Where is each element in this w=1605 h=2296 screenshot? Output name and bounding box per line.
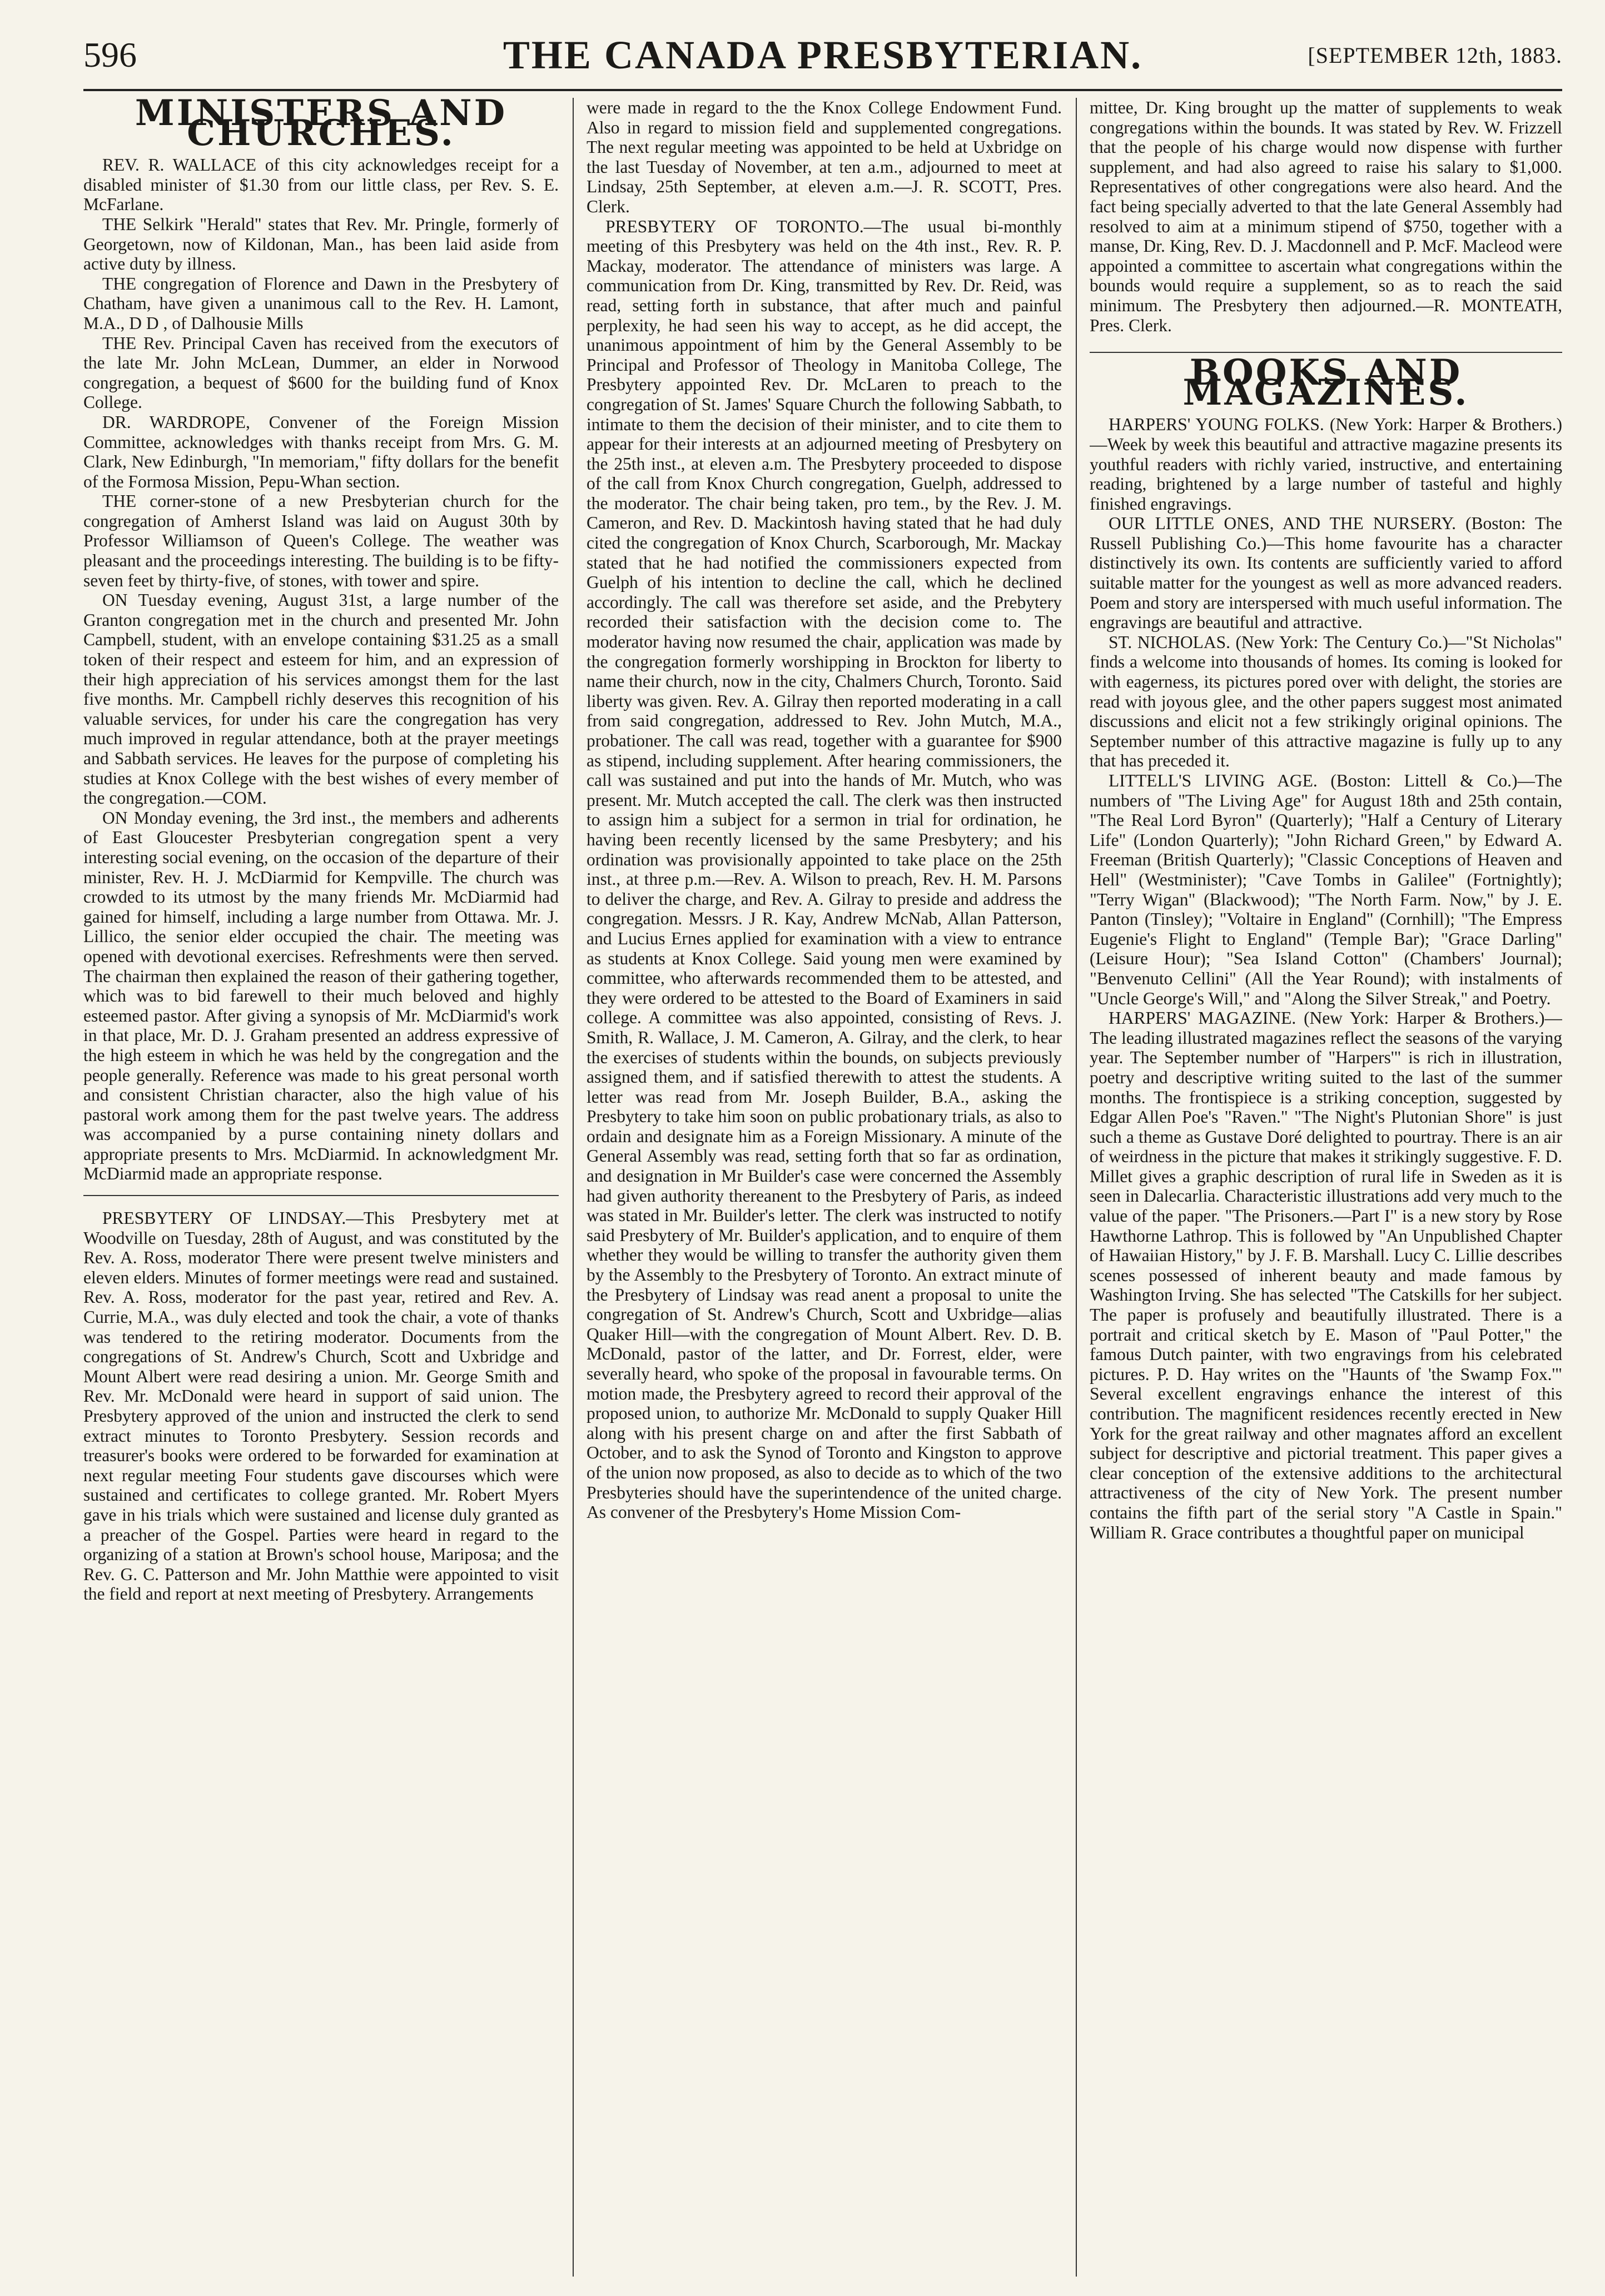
book-review: HARPERS' YOUNG FOLKS. (New York: Harper & Brothers.)—Week by week this beautiful and attractive magazine presents its youthful readers with richly varied, instructive, and entertaining reading, brightened by a large number of tasteful and highly finished engravings. — [1090, 415, 1562, 514]
presbytery-report: PRESBYTERY OF LINDSAY.—This Presbytery met at Woodville on Tuesday, 28th of August, and was constituted by the Rev. A. Ross, moderator There were present twelve ministers and eleven elders. Minutes of former meetings were read and sustained. Rev. A. Ross, moderator for the past year, retired and Rev. A. Currie, M.A., was duly elected and took the chair, a vote of thanks was tendered to the retiring moderator. Documents from the congregations of St. Andrew's Church, Scott and Uxbridge and Mount Albert were read desiring a union. Mr. George Smith and Rev. Mr. McDonald were heard in support of said union. The Presbytery approved of the union and instructed the clerk to send extract minutes to Toronto Presbytery. Session records and treasurer's books were ordered to be forwarded for examination at next regular meeting Four students gave discourses which were sustained and certificates to college granted. Mr. Robert Myers gave in his trials which were sustained and license duly granted as a preacher of the Gospel. Parties were heard in regard to the organizing of a station at Brown's school house, Mariposa; and the Rev. G. C. Patterson and Mr. John Matthie were appointed to visit the field and report at next meeting of Presbytery. Arrangements — [83, 1208, 559, 1604]
news-item: THE congregation of Florence and Dawn in the Presbytery of Chatham, have given a unanimous call to the Rev. H. Lamont, M.A., D D , of Dalhousie Mills — [83, 273, 559, 333]
column-ministers-churches — [83, 98, 559, 2277]
news-item: REV. R. WALLACE of this city acknowledges receipt for a disabled minister of $1.30 from our little class, per Rev. S. E. McFarlane. — [83, 155, 559, 215]
presbytery-report: PRESBYTERY OF TORONTO.—The usual bi-monthly meeting of this Presbytery was held on the 4th inst., Rev. R. P. Mackay, moderator. The attendance of ministers was large. A communication from Dr. King, transmitted by Rev. Dr. Reid, was read, setting forth in substance, that after much and painful perplexity, he had seen his way to accept, as he did accept, the unanimous appointment of him by the General Assembly to be Principal and Professor of Theology in Manitoba College, The Presbytery appointed Rev. Dr. McLaren to preach to the congregation of St. James' Square Church the following Sabbath, to intimate to them the decision of their minister, and to cite them to appear for their interests at an adjourned meeting of Presbytery on the 25th inst., at eleven a.m. The Presbytery proceeded to dispose of the call from Knox Church congregation, Guelph, addressed to the moderator. The chair being taken, pro tem., by the Rev. J. M. Cameron, and Rev. D. Mackintosh having stated that he had duly cited the congregation of Knox Church, Scarborough, Mr. Mackay stated that he had notified the commissioners expected from Guelph of his intention to decline the call, which he declined accordingly. The call was therefore set aside, and the Prebytery recorded their satisfaction with the decision come to. The moderator having now resumed the chair, application was made by the congregation formerly worshipping in Brockton for liberty to name their church, now in the city, Chalmers Church, Toronto. Said liberty was given. Rev. A. Gilray then reported moderating in a call from said congregation, addressed to Rev. John Mutch, M.A., probationer. The call was read, together with a guarantee for $900 as stipend, including supplement. After hearing commissioners, the call was sustained and put into the hands of Mr. Mutch, who was present. Mr. Mutch accepted the call. The clerk was then instructed to assign him a subject for a sermon in trial for ordination, he having been recently licensed by the same Presbytery; and his ordination was provisionally appointed to take place on the 25th inst., at three p.m.—Rev. A. Wilson to preach, Rev. H. M. Parsons to deliver the charge, and Rev. A. Gilray to preside and address the congregation. Messrs. J R. Kay, Andrew McNab, Allan Patterson, and Lucius Ernes applied for examination with a view to entrance as students at Knox College. Said young men were examined by committee, who afterwards recommended them to be attested, and they were ordered to be attested to the Board of Examiners in said college. A committee was also appointed, consisting of Revs. J. Smith, R. Wallace, J. M. Cameron, A. Gilray, and the clerk, to hear the exercises of students within the bounds, on subjects previously assigned them, and if satisfied therewith to attest the students. A letter was read from Mr. Joseph Builder, B.A., asking the Presbytery to take him soon on public probationary trials, as also to ordain and designate him as a Foreign Missionary. A minute of the General Assembly was read, setting forth that so far as ordination, and designation in Mr Builder's case were concerned the Assembly had given authority thereanent to the Presbytery of Paris, as indeed was stated in Mr. Builder's letter. The clerk was instructed to notify said Presbytery of Mr. Builder's application, and to enquire of them whether they would be willing to transfer the authority given them by the Assembly to the Presbytery of Toronto. An extract minute of the Presbytery of Lindsay was read anent a proposal to unite the congregation of St. Andrew's Church, Scott and Uxbridge—alias Quaker Hill—with the congregation of Mount Albert. Rev. D. B. McDonald, pastor of the latter, and Dr. Forrest, elder, were severally heard, who spoke of the proposal in favourable terms. On motion made, the Presbytery agreed to record their approval of the proposed union, to authorize Mr. McDonald to supply Quaker Hill along with his present charge on and after the first Sabbath of October, and to ask the Synod of Toronto and Kingston to approve of the union now proposed, as also to decide as to which of the two Presbyteries should have the superintendence of the united charge. As convener of the Presbytery's Home Mission Com- — [587, 216, 1062, 1522]
columns — [83, 98, 1562, 2277]
page-number: 596 — [83, 35, 137, 74]
page-header — [83, 22, 1562, 91]
news-item: THE Selkirk "Herald" states that Rev. Mr. Pringle, formerly of Georgetown, now of Kildonan, Man., has been laid aside from active duty by illness. — [83, 214, 559, 274]
journal-title: THE CANADA PRESBYTERIAN. — [503, 33, 1143, 77]
column-rule — [573, 98, 574, 2277]
presbytery-report-continued: mittee, Dr. King brought up the matter of supplements to weak congregations within the bounds. It was stated by Rev. W. Frizzell that the people of his charge would now dispense with further supplement, and had also agreed to raise his salary to $1,000. Representatives of other congregations were also heard. And the fact being specially adverted to that the late General Assembly had resolved to aim at a minimum stipend of $750, together with a manse, Dr. King, Rev. D. J. Macdonnell and P. McF. Macleod were appointed a committee to ascertain what congregations within the bounds would require a supplement, so as to reach the said minimum. The Presbytery then adjourned.—R. MONTEATH, Pres. Clerk. — [1090, 98, 1562, 335]
section-title-books-magazines: BOOKS AND MAGAZINES. — [1090, 352, 1562, 402]
news-item: DR. WARDROPE, Convener of the Foreign Mission Committee, acknowledges with thanks receipt from Mrs. G. M. Clark, New Edinburgh, "In memoriam," fifty dollars for the benefit of the Formosa Mission, Pepu-Whan section. — [83, 412, 559, 491]
news-item: ON Monday evening, the 3rd inst., the members and adherents of East Gloucester Presbyterian congregation spent a very interesting social evening, on the occasion of the departure of their minister, Rev. H. J. McDiarmid for Kempville. The church was crowded to its utmost by the many friends Mr. McDiarmid had gained for himself, including a large number from Ottawa. Mr. J. Lillico, the senior elder occupied the chair. The meeting was opened with devotional exercises. Refreshments were then served. The chairman then explained the reason of their gathering together, which was to bid farewell to their much beloved and highly esteemed pastor. After giving a synopsis of Mr. McDiarmid's work in that place, Mr. D. J. Graham presented an address expressive of the high esteem in which he was held by the congregation and the people generally. Reference was made to his great personal worth and consistent Christian character, also the high value of his pastoral work among them for the past twelve years. The address was accompanied by a purse containing ninety dollars and appropriate presents to Mrs. McDiarmid. In acknowledgment Mr. McDiarmid made an appropriate response. — [83, 808, 559, 1184]
item-divider — [83, 1195, 559, 1196]
presbytery-report-continued: were made in regard to the the Knox College Endowment Fund. Also in regard to mission field and supplemented congregations. The next regular meeting was appointed to be held at Uxbridge on the last Tuesday of November, at ten a.m., adjourned to meet at Lindsay, 25th September, at eleven a.m.—J. R. SCOTT, Pres. Clerk. — [587, 98, 1062, 216]
news-item: ON Tuesday evening, August 31st, a large number of the Granton congregation met in the church and presented Mr. John Campbell, student, with an envelope containing $31.25 as a small token of their respect and esteem for him, and an expression of their high appreciation of his services amongst them for the last five months. Mr. Campbell richly deserves this recognition of his valuable services, for under his care the congregation has very much improved in regular attendance, both at the prayer meetings and Sabbath services. He leaves for the purpose of completing his studies at Knox College with the best wishes of every member of the congregation.—COM. — [83, 590, 559, 808]
column-presbytery-reports — [587, 98, 1062, 2277]
book-review: ST. NICHOLAS. (New York: The Century Co.)—"St Nicholas" finds a welcome into thousands of homes. Its coming is looked for with eagerness, its pictures pored over with delight, the stories are read with joyous glee, and the other papers suggest most animated discussions and elicit not a few strikingly original opinions. The September number of this attractive magazine is fully up to any that has preceded it. — [1090, 632, 1562, 771]
issue-date: [SEPTEMBER 12th, 1883. — [1308, 43, 1562, 68]
book-review: LITTELL'S LIVING AGE. (Boston: Littell & Co.)—The numbers of "The Living Age" for August 18th and 25th contain, "The Real Lord Byron" (Quarterly); "Half a Century of Literary Life" (London Quarterly); "John Richard Green," by Edward A. Freeman (British Quarterly); "Classic Conceptions of Heaven and Hell" (Westminister); "Cave Tombs in Galilee" (Fortnightly); "Terry Wigan" (Blackwood); "The North Farm. Now," by J. E. Panton (Tinsley); "Voltaire in England" (Cornhill); "The Empress Eugenie's Flight to England" (Temple Bar); "Grace Darling" (Leisure Hour); "Sea Island Cotton" (Chambers' Journal); "Benvenuto Cellini" (All the Year Round); with instalments of "Uncle George's Will," and "Along the Silver Streak," and Poetry. — [1090, 771, 1562, 1008]
newspaper-page — [83, 22, 1562, 2279]
news-item: THE corner-stone of a new Presbyterian church for the congregation of Amherst Island was laid on August 30th by Professor Williamson of Queen's College. The weather was pleasant and the proceedings interesting. The building is to be fifty-seven feet by thirty-five, of stones, with tower and spire. — [83, 491, 559, 590]
news-item: THE Rev. Principal Caven has received from the executors of the late Mr. John McLean, Dummer, an elder in Norwood congregation, a bequest of $600 for the building fund of Knox College. — [83, 333, 559, 412]
section-title-ministers-churches: MINISTERS AND CHURCHES. — [135, 98, 508, 154]
book-review: OUR LITTLE ONES, AND THE NURSERY. (Boston: The Russell Publishing Co.)—This home favourite has a character distinctively its own. Its contents are sufficiently varied to afford suitable matter for the youngest as well as more advanced readers. Poem and story are interspersed with much useful information. The engravings are beautiful and attractive. — [1090, 514, 1562, 632]
book-review: HARPERS' MAGAZINE. (New York: Harper & Brothers.)—The leading illustrated magazines reflect the seasons of the varying year. The September number of "Harpers'" is rich in illustration, poetry and descriptive writing suited to the last of the summer months. The frontispiece is a striking conception, suggested by Edgar Allen Poe's "Raven." "The Night's Plutonian Shore" is just such a theme as Gustave Doré delighted to pourtray. There is an air of weirdness in the picture that makes it strikingly suggestive. F. D. Millet gives a graphic description of rural life in Sweden as it is seen in Dalecarlia. Characteristic illustrations add very much to the value of the paper. "The Prisoners.—Part I" is a new story by Rose Hawthorne Lathrop. This is followed by "An Unpublished Chapter of Hawaiian History," by J. F. B. Marshall. Lucy C. Lillie describes scenes possessed of inherent beauty and made famous by Washington Irving. She has selected "The Catskills for her subject. The paper is profusely and beautifully illustrated. There is a portrait and critical sketch by E. Mason of "Paul Potter," the famous Dutch painter, with two engravings from his celebrated pictures. P. D. Hay writes on the "Haunts of 'the Swamp Fox.'" Several excellent engravings enhance the interest of this contribution. The magnificent residences recently erected in New York for the great railway and other magnates afford an excellent subject for descriptive and pictorial treatment. This paper gives a clear conception of the extensive additions to the architectural attractiveness of the city of New York. The present number contains the fifth part of the serial story "A Castle in Spain." William R. Grace contributes a thoughtful paper on municipal — [1090, 1008, 1562, 1542]
column-books-magazines — [1090, 98, 1562, 2277]
column-rule — [1076, 98, 1077, 2277]
